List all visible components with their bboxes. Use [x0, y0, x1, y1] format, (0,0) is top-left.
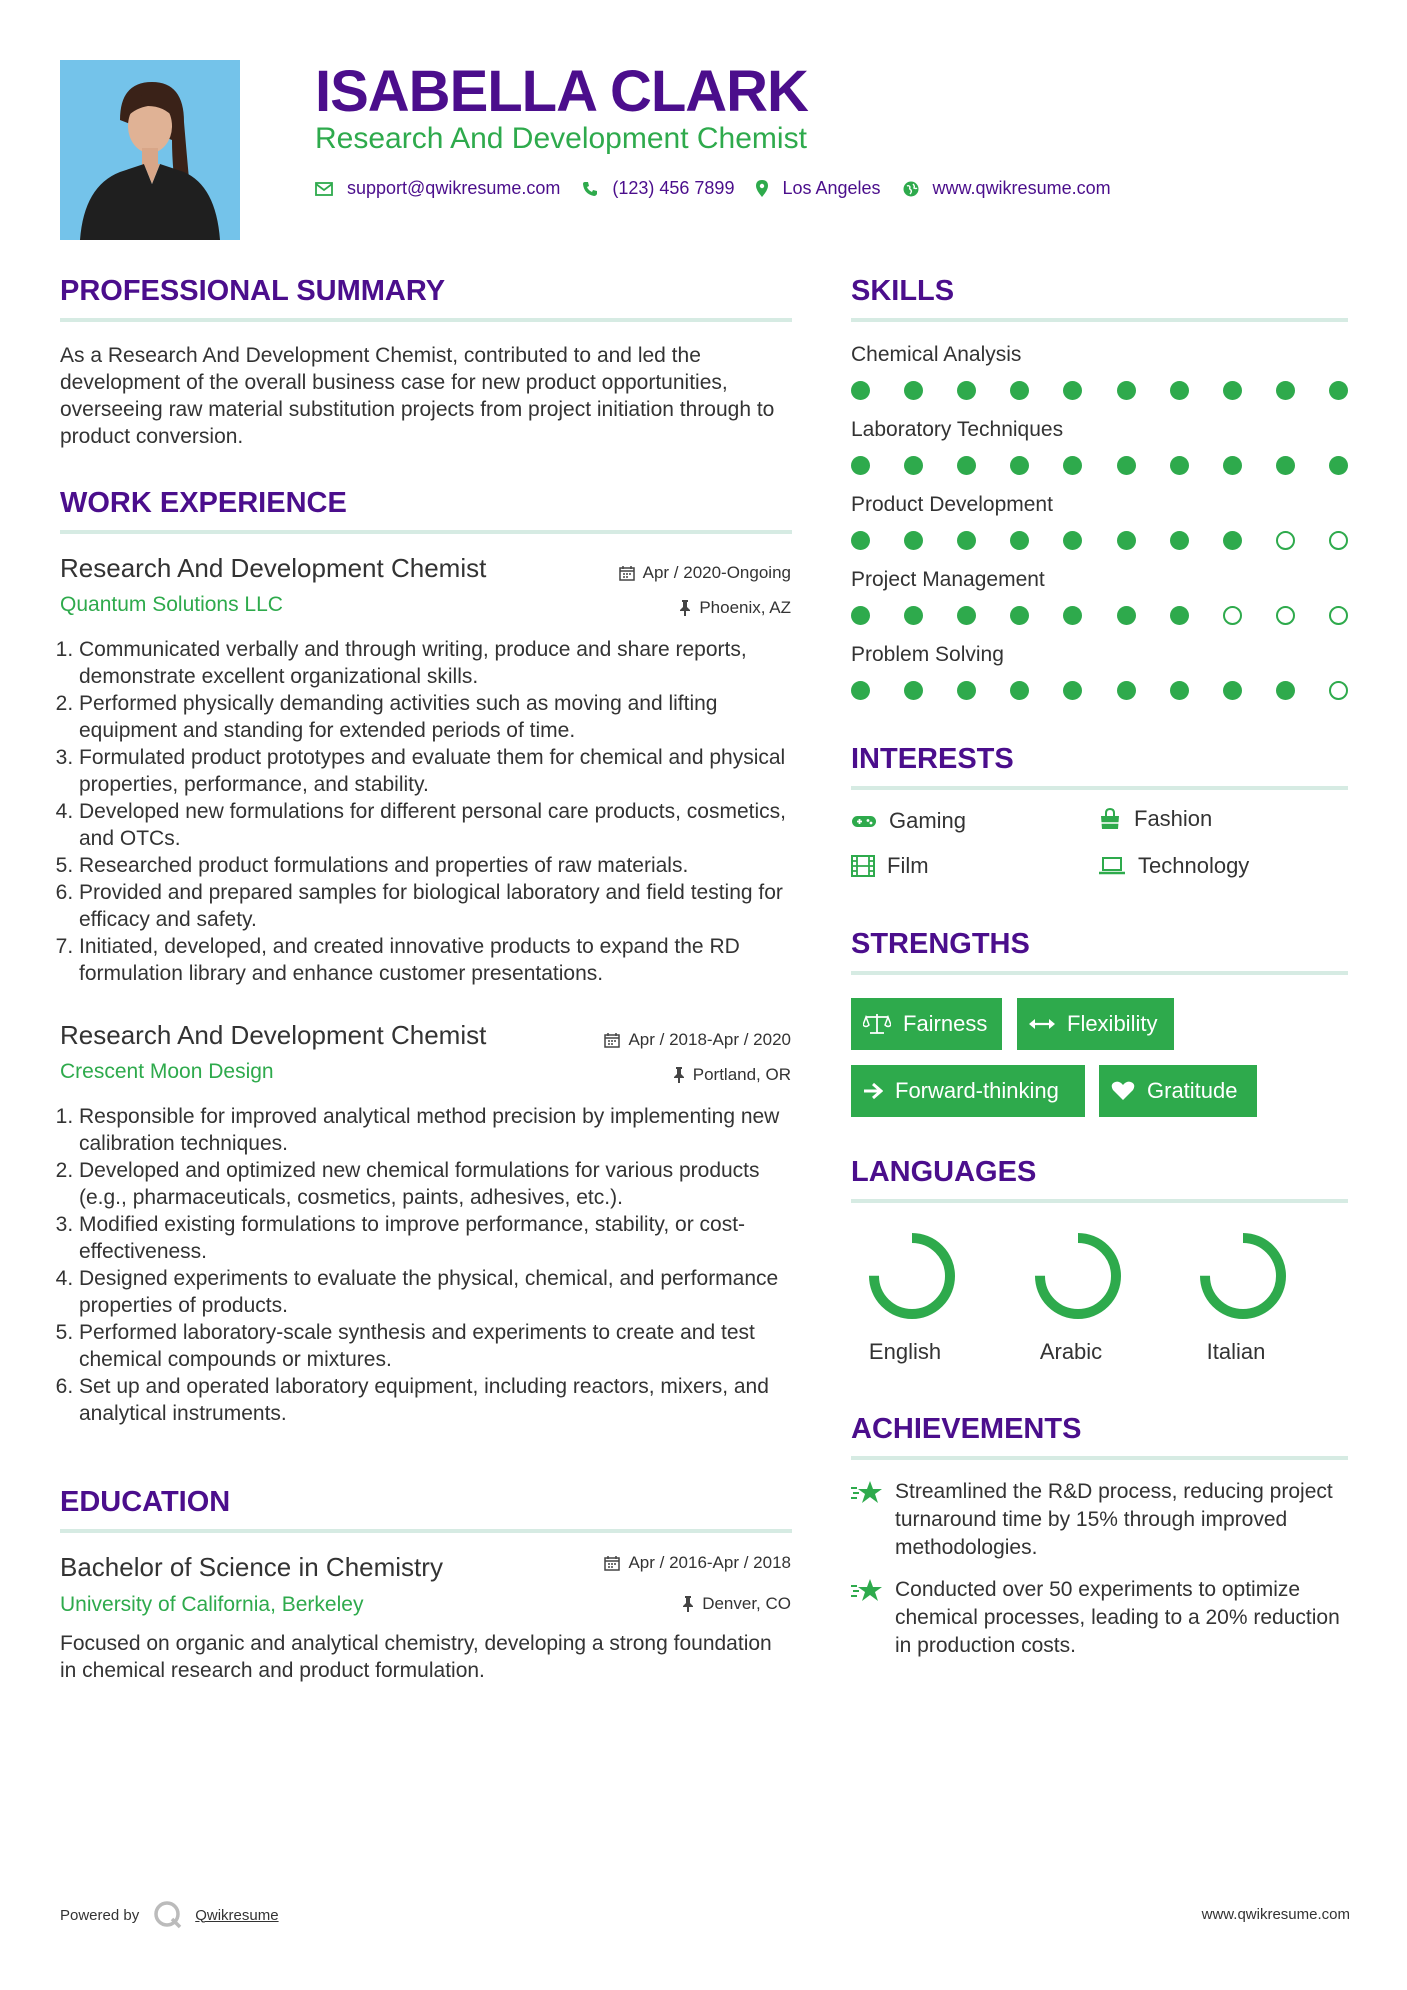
rating-dot-filled [1223, 381, 1242, 400]
rating-dot-filled [1117, 531, 1136, 550]
degree-title: Bachelor of Science in Chemistry [60, 1552, 443, 1582]
interest-label: Film [887, 853, 929, 878]
job-dates-text: Apr / 2018-Apr / 2020 [628, 1030, 791, 1049]
job-dates [619, 563, 791, 583]
rating-dot-filled [1063, 531, 1082, 550]
language-name: Arabic [1039, 1339, 1103, 1364]
rating-dot-filled [957, 681, 976, 700]
list-item: 5. Performed laboratory-scale synthesis and experiments to create and test chemical compounds or mixtures. [79, 1319, 796, 1373]
rating-dot-filled [1010, 456, 1029, 475]
rating-dot-filled [904, 381, 923, 400]
experience-divider [60, 530, 792, 534]
language-progress-arc [1205, 1238, 1281, 1314]
job-location-text: Portland, OR [692, 1065, 791, 1084]
language-name: English [868, 1339, 942, 1364]
rating-dot-filled [1063, 681, 1082, 700]
rating-dot-filled [1010, 381, 1029, 400]
strength-label: Fairness [903, 1011, 988, 1036]
skill-name: Laboratory Techniques [851, 418, 1064, 441]
language-progress-arc [874, 1238, 950, 1314]
rating-dot-filled [1063, 606, 1082, 625]
contact-bar [315, 178, 1133, 199]
achievements-heading: ACHIEVEMENTS [851, 1413, 1082, 1445]
pushpin-icon [673, 1067, 685, 1083]
strength-chip-flexibility [1017, 998, 1174, 1050]
rating-dot-filled [851, 606, 870, 625]
rating-dot-filled [1329, 456, 1348, 475]
list-item: 7. Initiated, developed, and created innovative products to expand the RD formulation library and enhance customer presentations. [79, 933, 796, 987]
list-item: 4. Designed experiments to evaluate the physical, chemical, and performance properties of products. [79, 1265, 796, 1319]
candidate-name: ISABELLA CLARK [315, 59, 808, 124]
achievement-item [851, 1478, 1341, 1562]
strength-chip-fairness [851, 998, 1002, 1050]
strength-label: Gratitude [1147, 1078, 1238, 1103]
list-item: 3. Formulated product prototypes and evaluate them for chemical and physical properties, performance, and stability. [79, 744, 796, 798]
strength-chip-forward-thinking [851, 1065, 1085, 1117]
language-progress-arc [1040, 1238, 1116, 1314]
footer-powered-by [60, 1900, 279, 1930]
pushpin-icon [682, 1596, 694, 1612]
arrow-right-icon [863, 1082, 883, 1100]
achievements-divider [851, 1456, 1348, 1460]
location-text: Los Angeles [782, 178, 881, 198]
interest-label: Technology [1138, 853, 1250, 878]
language-name: Italian [1206, 1339, 1266, 1364]
skill-name: Product Development [851, 493, 1053, 516]
job-responsibilities [60, 1103, 796, 1427]
rating-dot-filled [1010, 681, 1029, 700]
company-name: Quantum Solutions LLC [60, 593, 283, 616]
rating-dot-filled [957, 456, 976, 475]
skill-rating [851, 681, 1348, 700]
interest-label: Fashion [1134, 806, 1213, 831]
shopping-bag-icon [1098, 808, 1122, 830]
rating-dot-filled [1223, 456, 1242, 475]
skill-rating [851, 531, 1348, 550]
list-item: 6. Set up and operated laboratory equipment, including reactors, mixers, and analytical instruments. [79, 1373, 796, 1427]
language-ring [857, 1228, 967, 1329]
education-divider [60, 1529, 792, 1533]
contact-email[interactable] [315, 178, 560, 199]
footer-url[interactable]: www.qwikresume.com [1201, 1906, 1350, 1923]
language-ring [1023, 1228, 1133, 1329]
rating-dot-filled [1063, 456, 1082, 475]
skill-name: Problem Solving [851, 643, 1004, 666]
map-marker-icon [756, 180, 768, 197]
rating-dot-filled [1329, 381, 1348, 400]
rating-dot-filled [851, 381, 870, 400]
profile-photo [60, 60, 240, 240]
rating-dot-filled [1223, 531, 1242, 550]
list-item: 3. Modified existing formulations to improve performance, stability, or cost-effectiveness. [79, 1211, 796, 1265]
gamepad-icon [851, 812, 877, 830]
languages-heading: LANGUAGES [851, 1156, 1037, 1188]
rating-dot-filled [1276, 681, 1295, 700]
contact-location [756, 178, 880, 199]
skill-name: Chemical Analysis [851, 343, 1022, 366]
skill-rating [851, 456, 1348, 475]
rating-dot-filled [1010, 531, 1029, 550]
rating-dot-filled [1170, 606, 1189, 625]
summary-text: As a Research And Development Chemist, contributed to and led the development of the overall business case for new product opportunities, overseeing raw material substitution projects from project initiation through to product conversion. [60, 344, 775, 448]
job-dates [604, 1030, 791, 1050]
language-progress-ring [1195, 1228, 1291, 1324]
rating-dot-filled [1170, 456, 1189, 475]
calendar-icon [604, 1555, 620, 1571]
rating-dot-filled [1276, 381, 1295, 400]
summary-heading: PROFESSIONAL SUMMARY [60, 275, 446, 307]
heart-icon [1111, 1081, 1135, 1101]
rating-dot-filled [1170, 531, 1189, 550]
interest-label: Gaming [889, 808, 967, 833]
calendar-icon [619, 565, 635, 581]
interests-divider [851, 786, 1348, 790]
website-text: www.qwikresume.com [932, 178, 1111, 198]
achievement-item [851, 1576, 1341, 1660]
powered-by-label: Powered by [60, 1906, 140, 1924]
company-name: Crescent Moon Design [60, 1060, 274, 1083]
arrows-horizontal-icon [1029, 1018, 1055, 1030]
star-award-icon [851, 1480, 883, 1506]
rating-dot-filled [904, 606, 923, 625]
rating-dot-filled [1117, 606, 1136, 625]
experience-heading: WORK EXPERIENCE [60, 487, 347, 519]
summary-divider [60, 318, 792, 322]
envelope-icon [315, 182, 333, 196]
skill-rating [851, 606, 1348, 625]
rating-dot-filled [1117, 681, 1136, 700]
job-location [673, 1065, 791, 1085]
education-location [682, 1594, 791, 1614]
strength-chip-gratitude [1099, 1065, 1257, 1117]
education-dates [604, 1553, 791, 1573]
interest-gaming [851, 808, 966, 834]
strength-label: Forward-thinking [895, 1078, 1059, 1103]
list-item: 1. Responsible for improved analytical method precision by implementing new calibration techniques. [79, 1103, 796, 1157]
star-award-icon [851, 1578, 883, 1604]
rating-dot-filled [1117, 456, 1136, 475]
list-item: 1. Communicated verbally and through writing, produce and share reports, demonstrate excellent organizational skills. [79, 636, 796, 690]
achievement-text: Streamlined the R&D process, reducing project turnaround time by 15% through improved methodologies. [895, 1480, 1333, 1559]
job-title: Research And Development Chemist [60, 1020, 487, 1050]
education-description: Focused on organic and analytical chemistry, developing a strong foundation in chemical research and product formulation. [60, 1632, 772, 1682]
rating-dot-filled [904, 531, 923, 550]
list-item: 6. Provided and prepared samples for biological laboratory and field testing for efficacy and safety. [79, 879, 796, 933]
rating-dot-empty [1276, 606, 1295, 625]
rating-dot-filled [1223, 681, 1242, 700]
school-name: University of California, Berkeley [60, 1593, 364, 1616]
skill-rating [851, 381, 1348, 400]
rating-dot-filled [904, 456, 923, 475]
phone-icon [582, 181, 598, 197]
rating-dot-filled [1010, 606, 1029, 625]
calendar-icon [604, 1032, 620, 1048]
list-item: 2. Performed physically demanding activities such as moving and lifting equipment and standing for extended periods of time. [79, 690, 796, 744]
rating-dot-empty [1329, 606, 1348, 625]
balance-scale-icon [863, 1013, 891, 1035]
job-location [679, 598, 791, 618]
email-text: support@qwikresume.com [347, 178, 561, 198]
language-progress-ring [864, 1228, 960, 1324]
job-responsibilities [60, 636, 796, 987]
rating-dot-filled [1276, 456, 1295, 475]
education-location-text: Denver, CO [702, 1594, 791, 1613]
job-title: Research And Development Chemist [60, 553, 487, 583]
rating-dot-empty [1329, 681, 1348, 700]
candidate-title: Research And Development Chemist [315, 122, 807, 155]
contact-website[interactable] [903, 178, 1111, 199]
rating-dot-filled [1063, 381, 1082, 400]
skills-divider [851, 318, 1348, 322]
list-item: 4. Developed new formulations for different personal care products, cosmetics, and OTCs. [79, 798, 796, 852]
skill-name: Project Management [851, 568, 1045, 591]
rating-dot-filled [957, 381, 976, 400]
rating-dot-filled [851, 531, 870, 550]
rating-dot-empty [1276, 531, 1295, 550]
rating-dot-filled [1117, 381, 1136, 400]
rating-dot-filled [851, 681, 870, 700]
pushpin-icon [679, 600, 691, 616]
rating-dot-filled [904, 681, 923, 700]
rating-dot-filled [957, 531, 976, 550]
interest-film [851, 853, 929, 879]
interests-heading: INTERESTS [851, 743, 1014, 775]
interest-technology [1098, 853, 1249, 879]
rating-dot-empty [1223, 606, 1242, 625]
film-icon [851, 855, 875, 877]
skills-heading: SKILLS [851, 275, 955, 307]
rating-dot-filled [1170, 381, 1189, 400]
job-location-text: Phoenix, AZ [699, 598, 791, 617]
list-item: 2. Developed and optimized new chemical formulations for various products (e.g., pharmaceuticals, cosmetics, paints, adhesives, etc.). [79, 1157, 796, 1211]
laptop-icon [1098, 856, 1126, 876]
education-dates-text: Apr / 2016-Apr / 2018 [628, 1553, 791, 1572]
footer-brand-link[interactable]: Qwikresume [195, 1906, 279, 1924]
rating-dot-filled [851, 456, 870, 475]
strength-label: Flexibility [1067, 1011, 1158, 1036]
strengths-heading: STRENGTHS [851, 928, 1030, 960]
language-progress-ring [1030, 1228, 1126, 1324]
job-dates-text: Apr / 2020-Ongoing [642, 563, 791, 582]
interest-fashion [1098, 806, 1212, 832]
phone-text: (123) 456 7899 [612, 178, 735, 198]
strengths-divider [851, 971, 1348, 975]
globe-icon [903, 181, 919, 197]
language-ring [1188, 1228, 1298, 1329]
list-item: 5. Researched product formulations and properties of raw materials. [79, 852, 796, 879]
rating-dot-filled [1170, 681, 1189, 700]
rating-dot-filled [957, 606, 976, 625]
languages-divider [851, 1199, 1348, 1203]
qwikresume-logo-icon [153, 1900, 183, 1930]
education-heading: EDUCATION [60, 1486, 231, 1518]
rating-dot-empty [1329, 531, 1348, 550]
achievement-text: Conducted over 50 experiments to optimize chemical processes, leading to a 20% reduction in production costs. [895, 1578, 1340, 1657]
contact-phone[interactable] [582, 178, 734, 199]
